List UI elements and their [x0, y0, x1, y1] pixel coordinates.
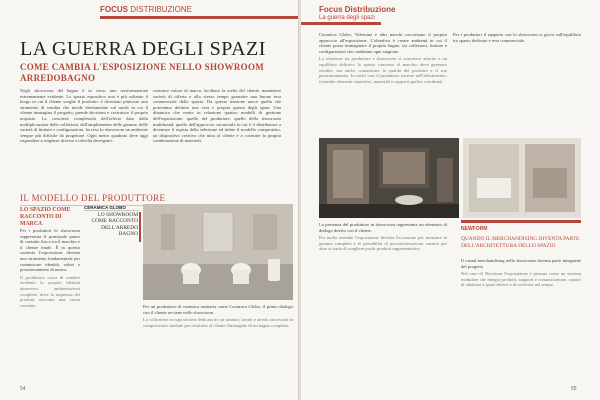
intro-text-1: Negli showroom del bagno è in corso uno trasformazione estremamente evidente. Lo spazio espositivo non è più soltanto il luogo in cui il cliente sceglie il prodotto: è diventato piuttosto uno strumento di vendita che incide direttamente sul modo in cui il cliente immagina il progetto, prende decisioni e costruisce il proprio acquisto. La crescente complessità dell'offerta data dalla moltiplicazione delle collezioni, dall'ampliamento delle gamme, delle varietà di finiture e configurazioni, ha reso lo showroom un ambiente sempre più difficile da progettare. Ogni metro quadrato deve oggi rispondere a esigenze diverse e talvolta divergenti: [20, 88, 148, 144]
right-top-col-right [453, 32, 581, 45]
intro-text-2: costruire valore di marca, facilitare la scelta del cliente, mantenere varietà di offerta e allo stesso tempo garantire una buona resa commerciale dello spazio. Da questa tensione nasce quella che potremmo definire una vera e propria guerra degli spazi. Una dinamica che mette in relazione quattro modelli di gestione dell'esposizione: quello del produttore, quello dello showroom multibrand, quello dell'approccio curatoriale in cui è il distributore a diventare il regista della selezione ed infine il modello comprotetto, un dispositivo creativo che mira al cliente e a costruire la propria combinazione di materiali. [153, 88, 281, 144]
intro-column-1 [20, 88, 148, 146]
right-box-quote-text: La presenza del produttore in showroom rappresenta un elemento di dialogo diretto con il cliente. [319, 222, 447, 233]
caption-rule [84, 210, 139, 211]
right-top-text-right: Per i produttori il rapporto con lo showroom si gioca sull'equilibrio tra spazio dedicato e resa commerciale. [453, 32, 581, 43]
article-title: LA GUERRA DEGLI SPAZI [20, 38, 266, 60]
section-bar [100, 16, 299, 19]
lead-head: NEWFORM [461, 226, 488, 232]
page-number-right: 55 [571, 386, 577, 392]
section-bar-right [301, 22, 381, 25]
section-label-light-right: La guerra degli spazi [319, 15, 375, 21]
article-subtitle: COME CAMBIA L'ESPOSIZIONE NELLO SHOWROOM ARREDOBAGNO [20, 62, 265, 83]
right-box-quote: La presenza del produttore in showroom rappresenta un elemento di dialogo diretto con il cliente. Per molte aziende l'esposizione diventa l'occasione per mostrare la gamma completa e le possibilità di personalizzazione, mentre per altre si tratta di scegliere pochi prodotti rappresentativi. [319, 222, 447, 252]
photo-caption-area: Per un produttore di ceramica sanitaria come Ceramica Globo, il primo dialogo con il cliente avviene nello showroom. La collezione occupa un'area dedicata in cui sanitari, lavabi e arredi convivono in composizioni studiate per restituire al cliente l'immagine di un bagno completo. [143, 304, 293, 328]
body-text-left: Per i produttori lo showroom rappresenta il principale punto di contatto fisico tra il marchio e il cliente finale. È in questo contesto l'esposizione diventa uno strumento fondamentale per comunicare identità, valori e posizionamento di marca. [20, 228, 80, 273]
right-top-text-left: Ceramica Globo, Valeriano e altri marchi raccontano il proprio approccio all'esposizione. L'obiettivo è creare ambienti in cui il cliente possa immaginare il proprio bagno, tra collezioni, finiture e configurazioni che cambiano ogni stagione. [319, 32, 447, 54]
right-body-text: Il visual merchandising nello showroom diventa parte integrante del progetto. [461, 258, 581, 269]
lead-sub: QUANDO IL MERCHANDISING DIVENTA PARTE DELL'ARCHITETTURA DELLO SPAZIO [461, 236, 580, 249]
quote-bar [139, 212, 141, 242]
caption-head: CERAMICA GLOBO [84, 205, 126, 210]
section-label-light: DISTRIBUZIONE [130, 5, 193, 14]
left-page [0, 0, 299, 400]
bathroom-photo [143, 204, 293, 300]
page-number-left: 54 [20, 386, 26, 392]
intro-column-2 [153, 88, 281, 146]
section-header [100, 4, 192, 16]
exhibit-photo [463, 138, 581, 218]
caption-quote: LO SHOWROOM COME RACCONTO DELL'ARREDO BAGNO [91, 212, 138, 238]
boutique-photo [319, 138, 459, 218]
right-top-col-left: Ceramica Globo, Valeriano e altri marchi raccontano il proprio approccio all'esposizione. L'obiettivo è creare ambienti in cui il cliente possa immaginare il proprio bagno, tra collezioni, finiture e configurazioni che cambiano ogni stagione. La relazione tra produttore e showroom si costruisce attorno a un equilibrio delicato: lo spazio concesso al marchio deve generare vendite, ma anche comunicare la qualità del prodotto e il suo posizionamento. In molti casi il produttore investe nell'allestimento, fornendo elementi espositivi, materiali e supporti grafici coordinati. [319, 32, 447, 84]
section-label-bold: FOCUS [100, 5, 128, 14]
section-title: IL MODELLO DEL PRODUTTORE [20, 193, 166, 203]
right-body-column: Il visual merchandising nello showroom diventa parte integrante del progetto. Nel caso di Newform l'esposizione è pensata come un sistema modulare che integra prodotti, supporti e comunicazione, capace di adattarsi a spazi diversi e di evolvere nel tempo. [461, 258, 581, 288]
section-lead: LO SPAZIO COME RACCONTO DI MARCA [20, 207, 71, 227]
body-column-left: Per i produttori lo showroom rappresenta il principale punto di contatto fisico tra il marchio e il cliente finale. È in questo contesto l'esposizione diventa uno strumento fondamentale per comunicare identità, valori e posizionamento di marca. Il produttore cerca di rendere evidente la propria identità attraverso ambientazioni complete, dove la sequenza dei prodotti racconta una storia coerente. [20, 228, 80, 308]
section-label-bold-right: Focus Distribuzione [319, 5, 396, 14]
newform-bar [461, 220, 581, 223]
right-page [301, 0, 600, 400]
photo-caption: Per un produttore di ceramica sanitaria come Ceramica Globo, il primo dialogo con il cliente avviene nello showroom. [143, 304, 293, 315]
